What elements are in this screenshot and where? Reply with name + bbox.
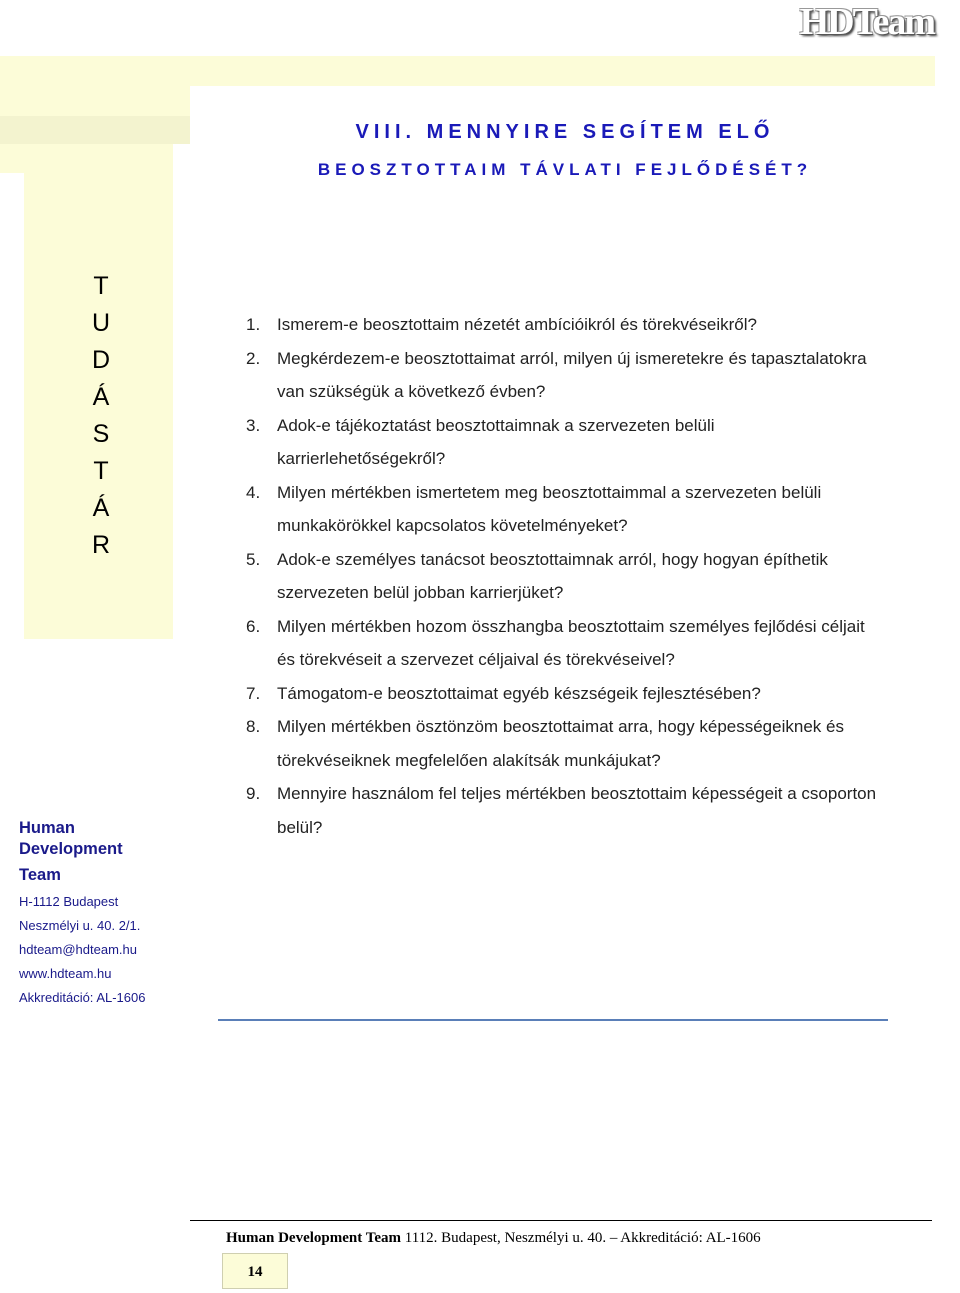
org-accreditation: Akkreditáció: AL-1606 (19, 990, 146, 1005)
question-text: Milyen mértékben ismertetem meg beosztottaimmal a szervezeten belüli munkakörökkel kapcsolatos követelményeket? (277, 482, 822, 535)
question-text: Milyen mértékben hozom összhangba beosztottaim személyes fejlődési céljait és törekvéseit a szervezet céljaival és törekvéseivel? (277, 616, 865, 669)
question-item (246, 543, 886, 610)
question-number: 8. (246, 717, 261, 736)
question-text: Ismerem-e beosztottaim nézetét ambícióikról és törekvéseikről? (277, 315, 757, 334)
vertical-title (86, 268, 116, 564)
section-heading-line2: BEOSZTOTTAIM TÁVLATI FEJLŐDÉSÉT? (317, 160, 813, 179)
vertical-letter: Á (92, 494, 110, 522)
question-text: Adok-e tájékoztatást beosztottaimnak a szervezeten belüli karrierlehetőségekről? (277, 415, 715, 468)
background-band (0, 56, 935, 86)
org-website: www.hdteam.hu (19, 966, 112, 981)
question-item (246, 409, 886, 476)
question-number: 5. (246, 549, 261, 569)
section-heading-line1: VIII. MENNYIRE SEGÍTEM ELŐ (355, 121, 775, 143)
org-address: H-1112 Budapest (19, 894, 119, 909)
org-team: Team (19, 866, 61, 884)
background-band (0, 116, 190, 144)
footer-text: 1112. Budapest, Neszmélyi u. 40. – Akkreditáció: AL-1606 (401, 1230, 761, 1246)
question-number: 2. (246, 348, 261, 368)
footer-org: Human Development Team (226, 1230, 402, 1246)
vertical-letter: T (93, 457, 109, 485)
vertical-letter: S (92, 420, 110, 448)
footer-divider (190, 1220, 932, 1221)
org-street: Neszmélyi u. 40. 2/1. (19, 918, 141, 933)
question-number: 1. (246, 315, 261, 334)
question-item (246, 308, 886, 342)
vertical-letter: U (91, 309, 111, 337)
vertical-letter: R (91, 531, 111, 559)
page-footer (226, 1230, 761, 1247)
question-list (246, 308, 886, 844)
question-number: 9. (246, 784, 261, 803)
question-item (246, 710, 886, 777)
vertical-letter: Á (92, 383, 110, 411)
question-number: 4. (246, 482, 261, 502)
question-item (246, 777, 886, 844)
question-item (246, 476, 886, 543)
background-band (0, 144, 173, 173)
question-number: 7. (246, 683, 261, 703)
hdteam-logo: HDTeam (799, 1, 934, 43)
question-number: 3. (246, 415, 261, 435)
vertical-letter: T (93, 272, 109, 300)
question-number: 6. (246, 616, 261, 636)
page-number: 14 (222, 1253, 288, 1289)
divider (218, 1019, 888, 1021)
question-text: Megkérdezem-e beosztottaimat arról, milyen új ismeretekre és tapasztalatokra van szükségük a következő évben? (277, 348, 867, 401)
question-text: Mennyire használom fel teljes mértékben beosztottaim képességeit a csoporton belül? (277, 784, 877, 837)
question-text: Milyen mértékben ösztönzöm beosztottaimat arra, hogy képességeiknek és törekvéseiknek megfelelően alakítsák munkájukat? (277, 717, 844, 770)
vertical-letter: D (91, 346, 111, 374)
background-band (0, 86, 190, 116)
question-text: Támogatom-e beosztottaimat egyéb készségeik fejlesztésében? (277, 683, 761, 703)
org-name: Human Development (19, 819, 123, 858)
question-item (246, 342, 886, 409)
question-text: Adok-e személyes tanácsot beosztottaimnak arról, hogy hogyan építhetik szervezeten belül jobban karrierjüket? (277, 549, 828, 602)
question-item (246, 610, 886, 677)
question-item (246, 677, 886, 711)
org-email: hdteam@hdteam.hu (19, 942, 137, 957)
